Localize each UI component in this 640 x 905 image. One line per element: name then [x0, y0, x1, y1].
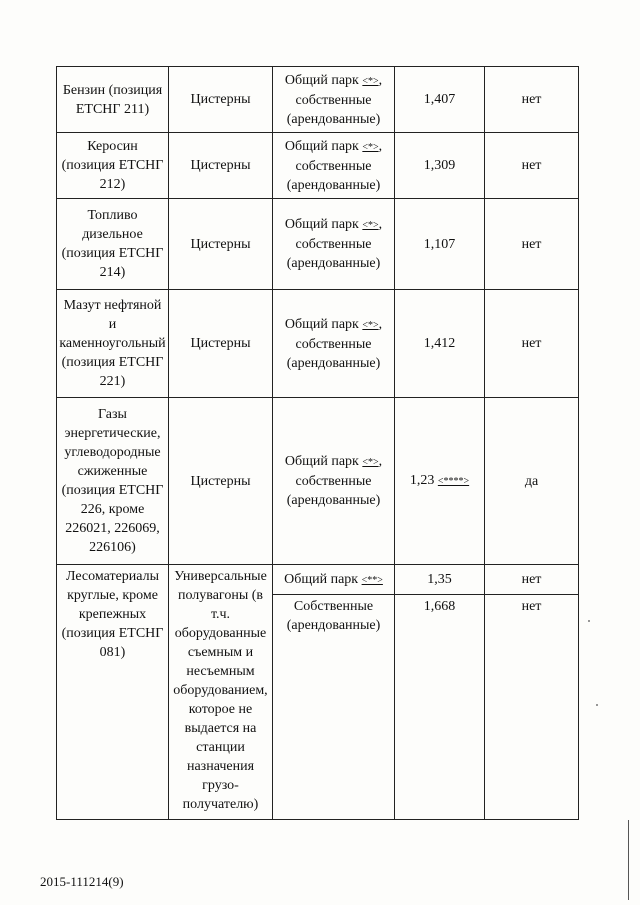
coef-cell: 1,407: [395, 67, 485, 133]
table-row: [57, 290, 579, 398]
footnote-mark: <*>: [362, 220, 379, 231]
wagon-cell: Цистерны: [169, 199, 273, 290]
coef-cell: 1,23 <****>: [395, 398, 485, 565]
footnote-mark: <*>: [362, 319, 379, 331]
table-row: [57, 67, 579, 133]
flag-cell: нет: [485, 67, 579, 133]
cargo-cell: Мазут нефтяной и каменноугольный (позиция ЕТСНГ 221): [57, 290, 169, 398]
cargo-cell: Бензин (позиция ЕТСНГ 211): [57, 67, 169, 133]
park-cell: Общий парк <**>: [273, 565, 395, 595]
table-row: [57, 565, 579, 595]
wagon-cell: Цистерны: [169, 67, 273, 133]
wagon-cell: Цистерны: [169, 133, 273, 199]
flag-cell: нет: [485, 595, 579, 820]
tariff-table: [56, 66, 579, 820]
coef-cell: 1,309: [395, 133, 485, 199]
cargo-cell: Лесоматериалы круглые, кроме крепежных (позиция ЕТСНГ 081): [57, 565, 169, 820]
table-row: [57, 398, 579, 565]
scan-speck: [596, 704, 598, 706]
scan-speck: [588, 620, 590, 622]
scan-edge-line: [628, 820, 629, 900]
park-cell: Общий парк <*>, собственные (арендованные): [273, 67, 395, 133]
wagon-cell: Цистерны: [169, 398, 273, 565]
coef-cell: 1,412: [395, 290, 485, 398]
flag-cell: нет: [485, 199, 579, 290]
cargo-cell: Газы энергетические, углеводородные сжиженные (позиция ЕТСНГ 226, кроме 226021, 226069, 226106): [57, 398, 169, 565]
table-row: [57, 133, 579, 199]
cargo-cell: Керосин (позиция ЕТСНГ 212): [57, 133, 169, 199]
footnote-mark: <**>: [361, 574, 383, 586]
footnote-mark: <*>: [362, 457, 379, 468]
flag-cell: да: [485, 398, 579, 565]
park-cell: Общий парк <*>, собственные (арендованные): [273, 199, 395, 290]
park-cell: Общий парк <*>, собственные (арендованные): [273, 133, 395, 199]
footnote-mark: <*>: [362, 141, 379, 153]
table-row: [57, 199, 579, 290]
flag-cell: нет: [485, 565, 579, 595]
park-cell: Общий парк <*>, собственные (арендованные): [273, 290, 395, 398]
flag-cell: нет: [485, 133, 579, 199]
park-cell: Собственные (арендованные): [273, 595, 395, 820]
coef-cell: 1,668: [395, 595, 485, 820]
flag-cell: нет: [485, 290, 579, 398]
document-code: 2015-111214(9): [40, 874, 124, 889]
cargo-cell: Топливо дизельное (позиция ЕТСНГ 214): [57, 199, 169, 290]
footnote-mark: <*>: [362, 75, 379, 87]
wagon-cell: Цистерны: [169, 290, 273, 398]
wagon-cell: Универсальные полувагоны (в т.ч. оборудованные съемным и несъемным оборудованием, которое не выдается на станции назначения грузо-получателю): [169, 565, 273, 820]
footnote-mark: <****>: [437, 476, 470, 487]
park-cell: Общий парк <*>, собственные (арендованные): [273, 398, 395, 565]
coef-cell: 1,107: [395, 199, 485, 290]
coef-cell: 1,35: [395, 565, 485, 595]
